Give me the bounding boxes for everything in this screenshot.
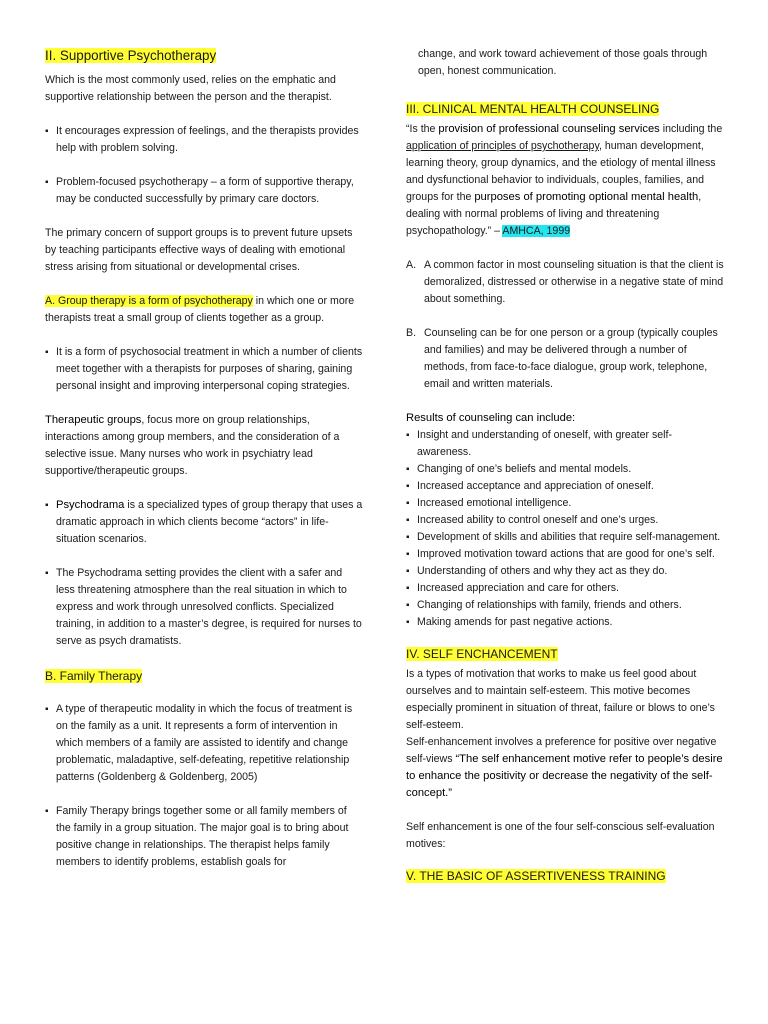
list-item: B. Counseling can be for one person or a group (typically couples and families) and may be delivered through a number of methods, from face-to-face dialogue, group work, telephone, email and written materials. [406, 327, 718, 390]
list-item: ▪ Problem-focused psychotherapy – a form of supportive therapy, may be conducted successfully by primary care doctors. [45, 174, 363, 208]
group-therapy-paragraph: A. Group therapy is a form of psychotherapy in which one or more therapists treat a small group of clients together as a group. [45, 295, 355, 324]
self-enhancement-paragraph-1: Is a types of motivation that works to make us feel good about ourselves and to maintain self-esteem. This motive becomes especially prominent in situation of threat, failure or blows to one’s self-esteem. [406, 668, 715, 731]
citation: AMHCA, 1999 [502, 225, 571, 237]
lettered-list [406, 257, 726, 393]
left-column [45, 46, 363, 871]
section-heading-assertiveness-training: V. THE BASIC OF ASSERTIVENESS TRAINING [406, 869, 666, 883]
list-item: ▪ Increased acceptance and appreciation of oneself. [406, 478, 726, 495]
group-therapy-heading: A. Group therapy is a form of psychotherapy [45, 295, 253, 307]
family-therapy-bullets [45, 701, 363, 871]
list-item: ▪ Improved motivation toward actions that are good for one’s self. [406, 546, 726, 563]
supportive-bullets [45, 123, 363, 208]
support-groups-paragraph: The primary concern of support groups is to prevent future upsets by teaching participants effective ways of dealing with emotional stress arising from situational or developmental crises. [45, 227, 353, 273]
group-therapy-bullets [45, 344, 363, 395]
section-heading-clinical-counseling: III. CLINICAL MENTAL HEALTH COUNSELING [406, 102, 660, 116]
list-item: ▪ It is a form of psychosocial treatment in which a number of clients meet together with a therapists for purposes of sharing, gaining personal insight and improving interpersonal coping strategies. [45, 344, 363, 395]
list-item: ▪ Increased ability to control oneself and one’s urges. [406, 512, 726, 529]
list-item: ▪ Development of skills and abilities that require self-management. [406, 529, 726, 546]
list-item: ▪ The Psychodrama setting provides the client with a safer and less threatening atmosphere than the real situation in which to express and work through unresolved conflicts. Specialized training, in addition to a master’s degree, is required for nurses to serve as psych dramatists. [45, 565, 363, 650]
section-heading-family-therapy: B. Family Therapy [45, 669, 143, 683]
list-item: ▪ It encourages expression of feelings, and the therapists provides help with problem solving. [45, 123, 363, 157]
list-item: ▪ Insight and understanding of oneself, with greater self-awareness. [406, 427, 726, 461]
list-item: ▪ Understanding of others and why they act as they do. [406, 563, 726, 580]
right-column [406, 46, 726, 888]
list-item: ▪ Changing of relationships with family, friends and others. [406, 597, 726, 614]
results-list [406, 427, 726, 631]
psychodrama-bullets [45, 497, 363, 650]
section-heading-supportive-psychotherapy: II. Supportive Psychotherapy [45, 48, 217, 63]
list-item: ▪ Increased appreciation and care for others. [406, 580, 726, 597]
list-item: ▪ A type of therapeutic modality in which the focus of treatment is on the family as a unit. It represents a form of intervention in which members of a family are assisted to identify and change problematic, maladaptive, self-defeating, repetitive relationship patterns (Goldenberg & Goldenberg, 2005) [45, 701, 363, 786]
results-heading: Results of counseling can include: [406, 412, 576, 424]
supportive-intro: Which is the most commonly used, relies on the emphatic and supportive relationship between the person and the therapist. [45, 74, 336, 103]
continuation-text: change, and work toward achievement of those goals through open, honest communication. [418, 48, 708, 77]
list-item: A. A common factor in most counseling situation is that the client is demoralized, distressed or otherwise in a negative state of mind about something. [406, 259, 724, 305]
list-item: ▪ Psychodrama is a specialized types of group therapy that uses a dramatic approach in which clients become “actors” in life-situation scenarios. [45, 497, 363, 548]
self-enhancement-paragraph-2: Self-enhancement involves a preference for positive over negative self-views “The self enhancement motive refer to people’s desire to enhance the positivity or decrease the negativity of the self-concept.” [406, 736, 723, 799]
therapeutic-groups-paragraph: Therapeutic groups, focus more on group relationships, interactions among group members, and the consideration of a selective issue. Many nurses who work in psychiatry lead supportive/therapeutic groups. [45, 414, 340, 477]
section-heading-self-enhancement: IV. SELF ENCHANCEMENT [406, 647, 558, 661]
self-enhancement-paragraph-3: Self enhancement is one of the four self-conscious self-evaluation motives: [406, 821, 715, 850]
list-item: ▪ Making amends for past negative actions. [406, 614, 726, 631]
list-item: ▪ Family Therapy brings together some or all family members of the family in a group situation. The major goal is to bring about positive change in relationships. The therapist helps family members to identify problems, establish goals for [45, 803, 363, 871]
list-item: ▪ Increased emotional intelligence. [406, 495, 726, 512]
counseling-definition: “Is the provision of professional counseling services including the application of principles of psychotherapy, human development, learning theory, group dynamics, and the etiology of mental illness and dysfunctional behavior to individuals, couples, families, and groups for the purposes of promoting optional mental health, dealing with normal problems of living and threatening psychopathology.” – AMHCA, 1999 [406, 123, 723, 237]
list-item: ▪ Changing of one’s beliefs and mental models. [406, 461, 726, 478]
